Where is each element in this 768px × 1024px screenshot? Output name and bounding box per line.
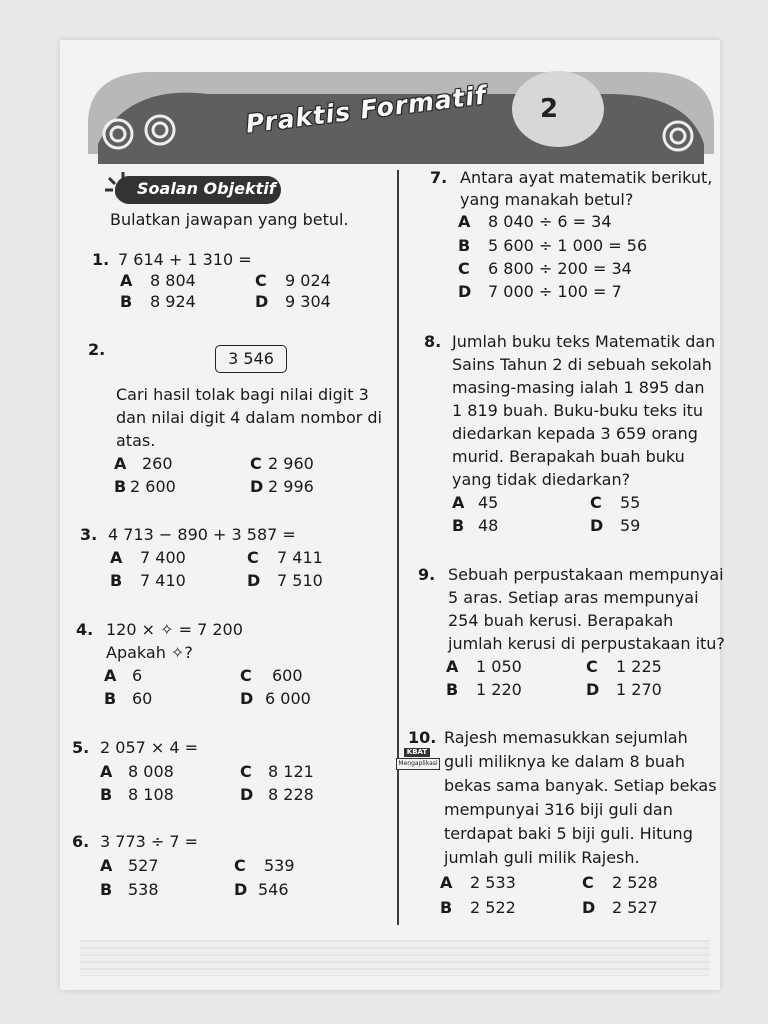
option-value: 538 bbox=[128, 880, 159, 899]
option-value: 8 121 bbox=[268, 762, 314, 781]
footer-bleed bbox=[80, 940, 710, 976]
option-label: D bbox=[458, 282, 472, 301]
question-text: jumlah kerusi di perpustakaan itu? bbox=[448, 634, 725, 653]
option-value: 45 bbox=[478, 493, 499, 512]
question-text: guli miliknya ke dalam 8 buah bbox=[444, 752, 685, 771]
section-badge bbox=[115, 176, 281, 204]
question-text: 4 713 − 890 + 3 587 = bbox=[108, 525, 296, 544]
question-text: Sains Tahun 2 di sebuah sekolah bbox=[452, 355, 712, 374]
option-label: D bbox=[247, 571, 261, 590]
option-value: 6 bbox=[132, 666, 143, 685]
question-text: yang tidak diedarkan? bbox=[452, 470, 631, 489]
option-value: 2 533 bbox=[470, 873, 516, 892]
question-text: Rajesh memasukkan sejumlah bbox=[444, 728, 688, 747]
option-label: D bbox=[582, 898, 596, 917]
question-number: 1. bbox=[92, 250, 110, 269]
question-text: Apakah ✧? bbox=[106, 643, 193, 662]
option-label: B bbox=[100, 785, 113, 804]
question-number: 2. bbox=[88, 340, 106, 359]
option-label: C bbox=[247, 548, 259, 567]
option-value: 7 410 bbox=[140, 571, 186, 590]
option-label: C bbox=[590, 493, 602, 512]
option-label: D bbox=[255, 292, 269, 311]
instruction-text: Bulatkan jawapan yang betul. bbox=[110, 210, 349, 229]
option-label: B bbox=[100, 880, 113, 899]
option-label: A bbox=[110, 548, 123, 567]
option-value: 1 050 bbox=[476, 657, 522, 676]
option-value: 60 bbox=[132, 689, 153, 708]
option-value: 48 bbox=[478, 516, 499, 535]
option-label: C bbox=[250, 454, 262, 473]
question-text: yang manakah betul? bbox=[460, 190, 634, 209]
header-number: 2 bbox=[540, 94, 559, 124]
option-label: D bbox=[234, 880, 248, 899]
question-number: 4. bbox=[76, 620, 94, 639]
question-text: 120 × ✧ = 7 200 bbox=[106, 620, 243, 639]
header-title: Praktis Formatif bbox=[244, 80, 489, 139]
option-label: A bbox=[440, 873, 453, 892]
option-value: 8 924 bbox=[150, 292, 196, 311]
option-label: B bbox=[446, 680, 459, 699]
option-label: B bbox=[104, 689, 117, 708]
option-value: 5 600 ÷ 1 000 = 56 bbox=[488, 236, 648, 255]
option-value: 8 108 bbox=[128, 785, 174, 804]
option-value: 260 bbox=[142, 454, 173, 473]
question-text: 254 buah kerusi. Berapakah bbox=[448, 611, 674, 630]
option-value: 1 225 bbox=[616, 657, 662, 676]
option-label: C bbox=[458, 259, 470, 278]
question-number: 6. bbox=[72, 832, 90, 851]
option-label: C bbox=[582, 873, 594, 892]
option-value: 8 040 ÷ 6 = 34 bbox=[488, 212, 612, 231]
option-label: C bbox=[240, 762, 252, 781]
option-label: B bbox=[110, 571, 123, 590]
question-text: 1 819 buah. Buku-buku teks itu bbox=[452, 401, 704, 420]
option-label: A bbox=[446, 657, 459, 676]
option-label: B bbox=[114, 477, 127, 496]
question-text: 5 aras. Setiap aras mempunyai bbox=[448, 588, 699, 607]
header-banner bbox=[88, 64, 714, 184]
option-label: D bbox=[240, 785, 254, 804]
question-text: atas. bbox=[116, 431, 156, 450]
option-label: B bbox=[440, 898, 453, 917]
option-value: 9 024 bbox=[285, 271, 331, 290]
question-number: 8. bbox=[424, 332, 442, 351]
option-label: A bbox=[120, 271, 133, 290]
option-label: C bbox=[240, 666, 252, 685]
option-label: C bbox=[234, 856, 246, 875]
option-value: 2 528 bbox=[612, 873, 658, 892]
option-value: 2 527 bbox=[612, 898, 658, 917]
option-label: B bbox=[120, 292, 133, 311]
question-text: masing-masing ialah 1 895 dan bbox=[452, 378, 705, 397]
option-label: B bbox=[452, 516, 465, 535]
option-label: C bbox=[586, 657, 598, 676]
option-label: A bbox=[100, 856, 113, 875]
option-label: D bbox=[240, 689, 254, 708]
question-text: 7 614 + 1 310 = bbox=[118, 250, 252, 269]
option-value: 7 400 bbox=[140, 548, 186, 567]
option-value: 539 bbox=[264, 856, 295, 875]
option-label: A bbox=[458, 212, 471, 231]
option-value: 8 804 bbox=[150, 271, 196, 290]
option-label: C bbox=[255, 271, 267, 290]
option-value: 527 bbox=[128, 856, 159, 875]
option-value: 2 600 bbox=[130, 477, 176, 496]
option-value: 2 960 bbox=[268, 454, 314, 473]
option-value: 6 800 ÷ 200 = 34 bbox=[488, 259, 632, 278]
option-value: 59 bbox=[620, 516, 641, 535]
option-label: A bbox=[100, 762, 113, 781]
option-label: D bbox=[250, 477, 264, 496]
option-value: 9 304 bbox=[285, 292, 331, 311]
question-text: diedarkan kepada 3 659 orang bbox=[452, 424, 698, 443]
option-label: D bbox=[586, 680, 600, 699]
question-text: Jumlah buku teks Matematik dan bbox=[452, 332, 716, 351]
option-value: 1 220 bbox=[476, 680, 522, 699]
question-text: terdapat baki 5 biji guli. Hitung bbox=[444, 824, 693, 843]
option-value: 546 bbox=[258, 880, 289, 899]
question-text: Antara ayat matematik berikut, bbox=[460, 168, 713, 187]
option-label: A bbox=[104, 666, 117, 685]
option-value: 7 000 ÷ 100 = 7 bbox=[488, 282, 622, 301]
option-label: A bbox=[114, 454, 127, 473]
kbat-badge bbox=[396, 748, 438, 770]
question-number: 7. bbox=[430, 168, 448, 187]
option-label: B bbox=[458, 236, 471, 255]
option-label: A bbox=[452, 493, 465, 512]
kbat-sublabel: Mengaplikasi bbox=[396, 758, 440, 770]
question-number: 9. bbox=[418, 565, 436, 584]
question-text: bekas sama banyak. Setiap bekas bbox=[444, 776, 717, 795]
question-text: dan nilai digit 4 dalam nombor di bbox=[116, 408, 382, 427]
question-text: murid. Berapakah buah buku bbox=[452, 447, 685, 466]
question-text: 2 057 × 4 = bbox=[100, 738, 199, 757]
section-title: Soalan Objektif bbox=[137, 179, 276, 198]
number-box: 3 546 bbox=[215, 345, 287, 373]
question-text: 3 773 ÷ 7 = bbox=[100, 832, 199, 851]
option-value: 2 996 bbox=[268, 477, 314, 496]
option-value: 55 bbox=[620, 493, 641, 512]
option-value: 600 bbox=[272, 666, 303, 685]
question-text: Cari hasil tolak bagi nilai digit 3 bbox=[116, 385, 369, 404]
question-number: 10. bbox=[408, 728, 437, 747]
option-label: D bbox=[590, 516, 604, 535]
column-divider bbox=[397, 170, 399, 925]
option-value: 7 510 bbox=[277, 571, 323, 590]
option-value: 1 270 bbox=[616, 680, 662, 699]
option-value: 8 228 bbox=[268, 785, 314, 804]
option-value: 7 411 bbox=[277, 548, 323, 567]
option-value: 2 522 bbox=[470, 898, 516, 917]
option-value: 6 000 bbox=[265, 689, 311, 708]
question-text: mempunyai 316 biji guli dan bbox=[444, 800, 673, 819]
question-text: Sebuah perpustakaan mempunyai bbox=[448, 565, 724, 584]
question-text: jumlah guli milik Rajesh. bbox=[444, 848, 640, 867]
question-number: 3. bbox=[80, 525, 98, 544]
kbat-label: KBAT bbox=[404, 748, 430, 757]
option-value: 8 008 bbox=[128, 762, 174, 781]
question-number: 5. bbox=[72, 738, 90, 757]
